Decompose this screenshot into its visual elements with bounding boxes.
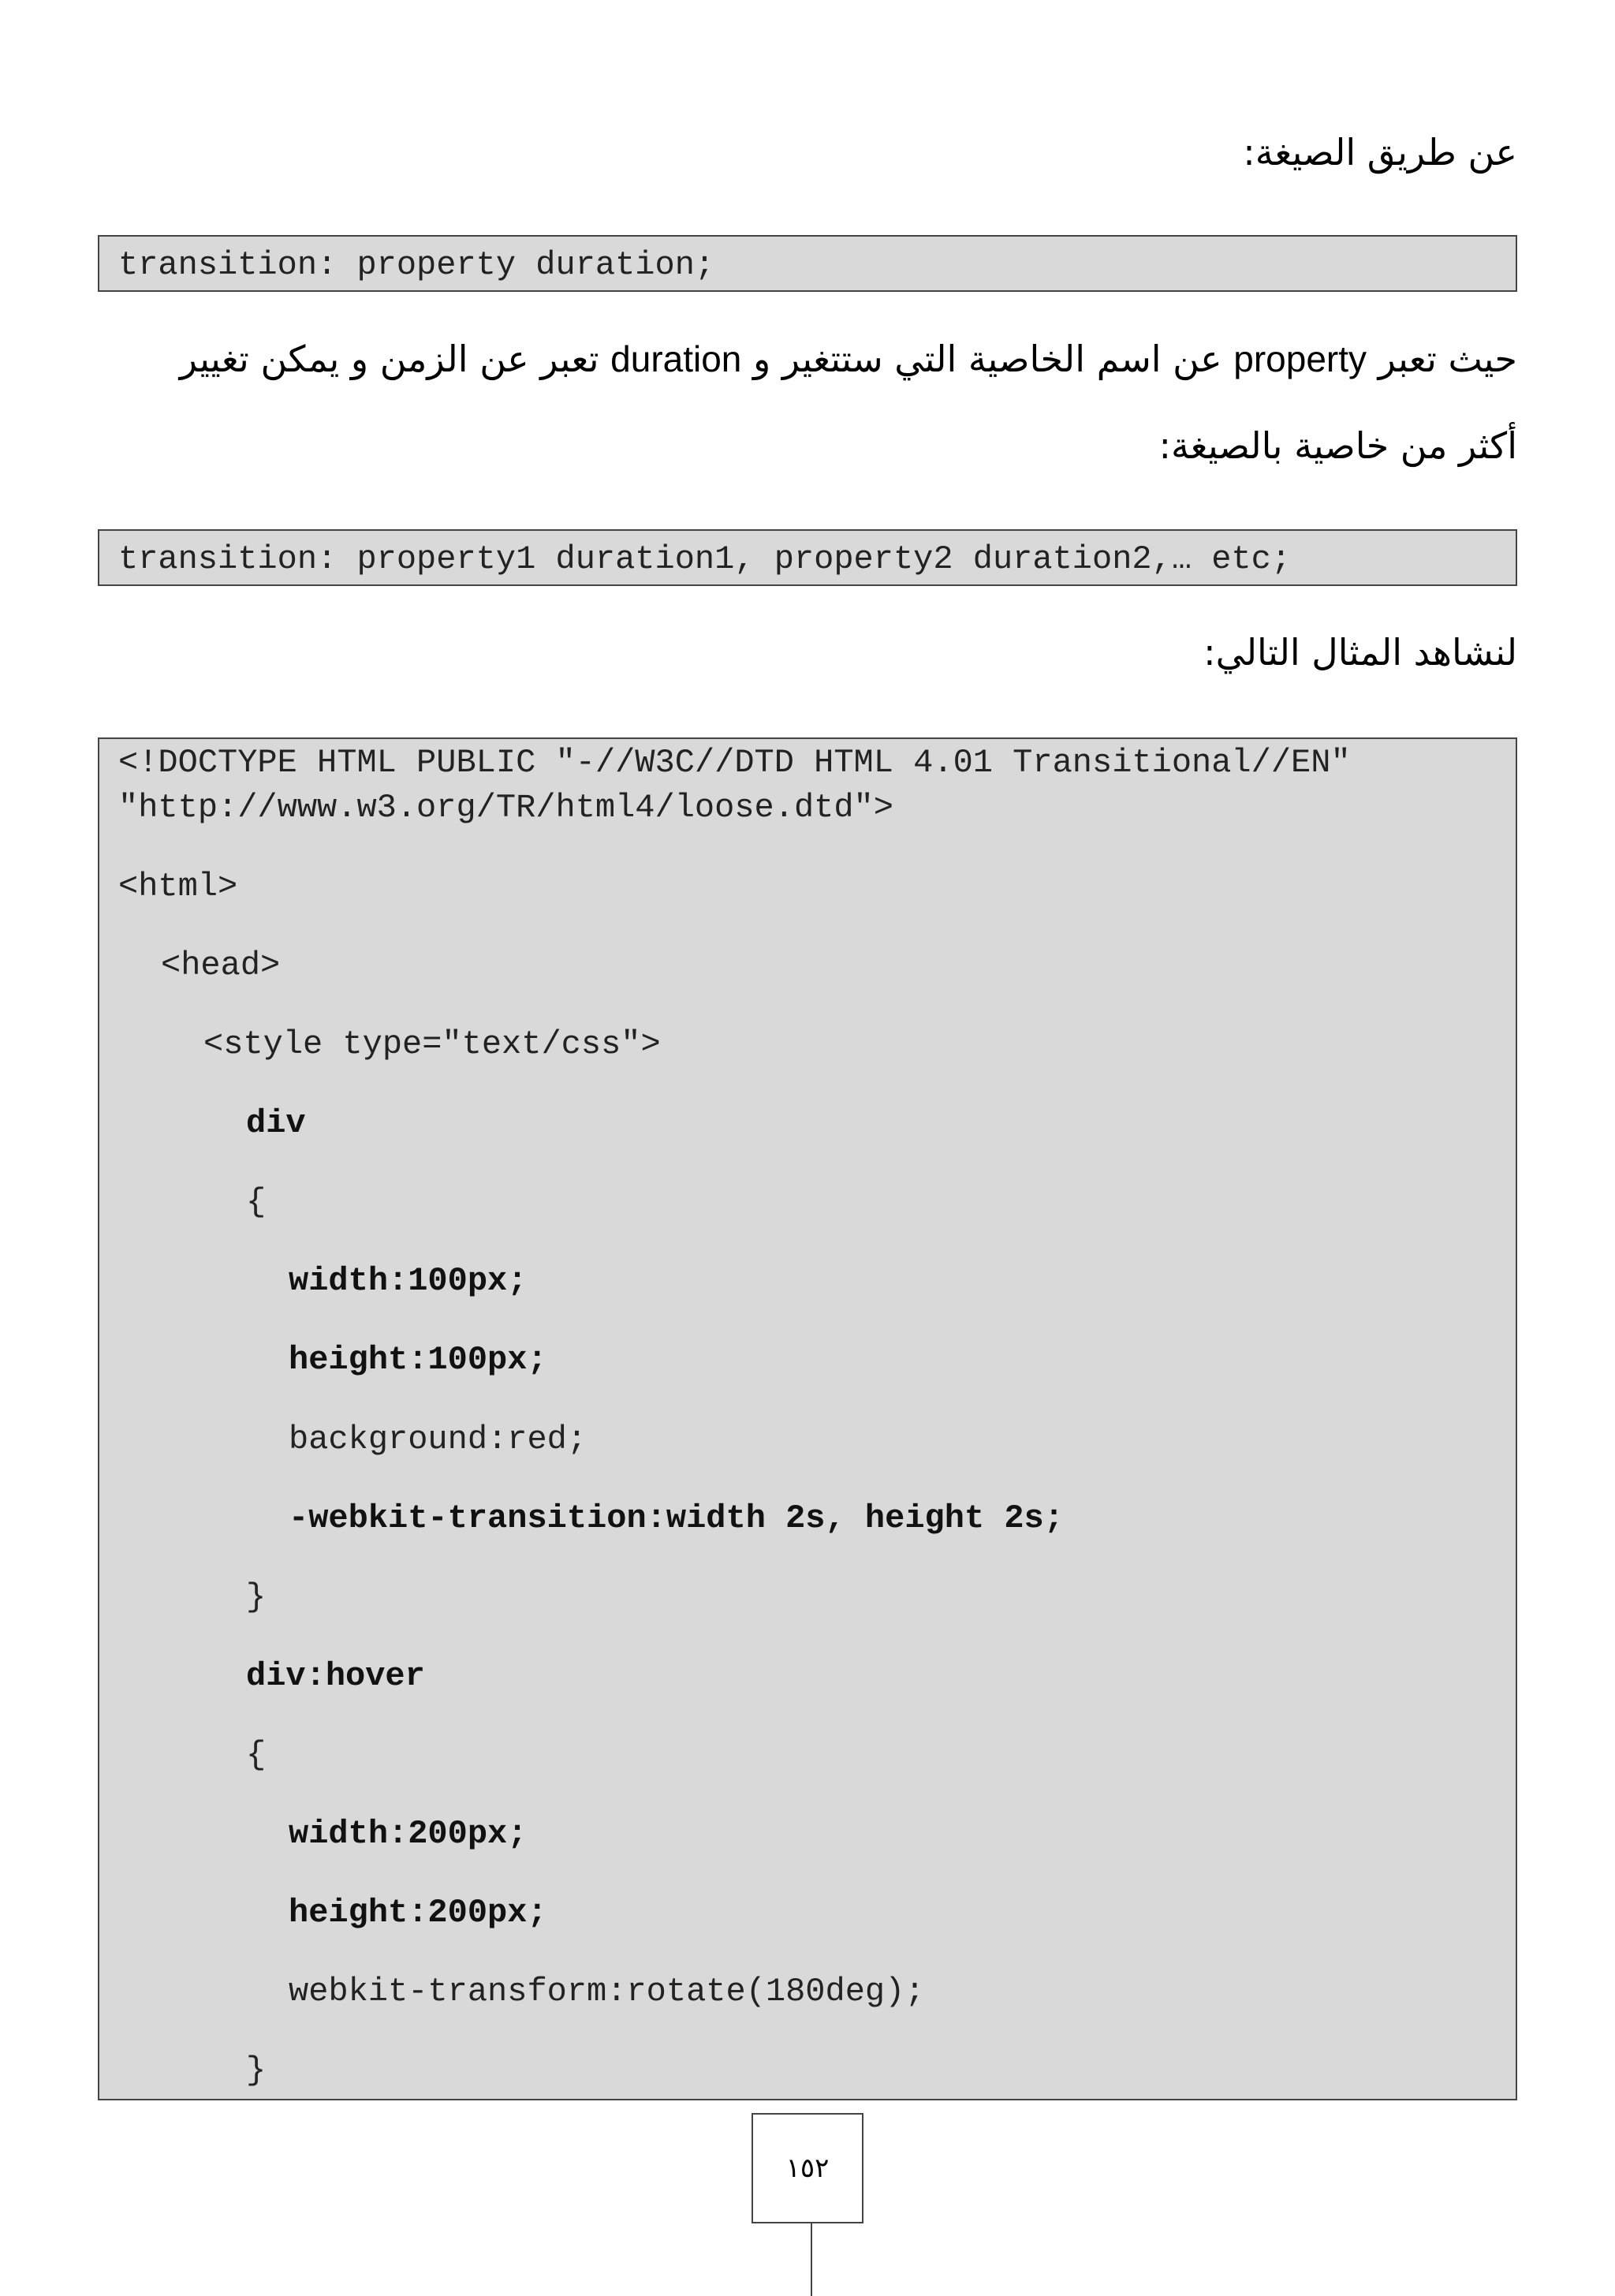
page-number-connector-line — [811, 2223, 812, 2296]
example-heading: لنشاهد المثال التالي: — [1203, 631, 1517, 674]
code-line: background:red; — [289, 1421, 587, 1458]
explain-paragraph-line-2: أكثر من خاصية بالصيغة: — [1158, 424, 1517, 467]
code-line: <!DOCTYPE HTML PUBLIC "-//W3C//DTD HTML 4.01 Transitional//EN" — [118, 744, 1351, 782]
intro-heading: عن طريق الصيغة: — [1243, 131, 1517, 174]
example-code-box — [98, 737, 1517, 2100]
syntax-line-1: transition: property duration; — [118, 246, 715, 284]
code-line: height:200px; — [289, 1894, 547, 1932]
term-property: property — [1233, 338, 1367, 379]
page-number-text: ١٥٢ — [785, 2152, 830, 2184]
syntax-box-2 — [98, 529, 1517, 586]
code-line: webkit-transform:rotate(180deg); — [289, 1973, 925, 2010]
code-line: <style type="text/css"> — [203, 1025, 661, 1063]
code-line: { — [246, 1736, 267, 1774]
code-line: { — [246, 1183, 267, 1221]
explain-paragraph-line-1 — [180, 338, 1517, 381]
code-line: width:200px; — [289, 1815, 528, 1853]
page-number — [752, 2113, 863, 2223]
term-duration: duration — [610, 338, 742, 379]
syntax-box-1 — [98, 235, 1517, 292]
explain-text-3: تعبر عن الزمن و يمكن تغيير — [179, 338, 611, 380]
code-line: "http://www.w3.org/TR/html4/loose.dtd"> — [118, 789, 893, 827]
code-line: width:100px; — [289, 1262, 528, 1300]
syntax-line-2: transition: property1 duration1, property2 duration2,… etc; — [118, 540, 1292, 578]
code-line: div:hover — [246, 1657, 425, 1695]
code-line: height:100px; — [289, 1341, 547, 1379]
explain-text-1: حيث تعبر — [1367, 338, 1517, 380]
code-line: div — [246, 1104, 306, 1142]
code-line: -webkit-transition:width 2s, height 2s; — [289, 1499, 1064, 1537]
code-line: <head> — [161, 946, 281, 984]
code-line: <html> — [118, 868, 238, 905]
code-line: } — [246, 1578, 267, 1616]
explain-text-2: عن اسم الخاصية التي ستتغير و — [741, 338, 1234, 380]
code-line: } — [246, 2051, 267, 2089]
